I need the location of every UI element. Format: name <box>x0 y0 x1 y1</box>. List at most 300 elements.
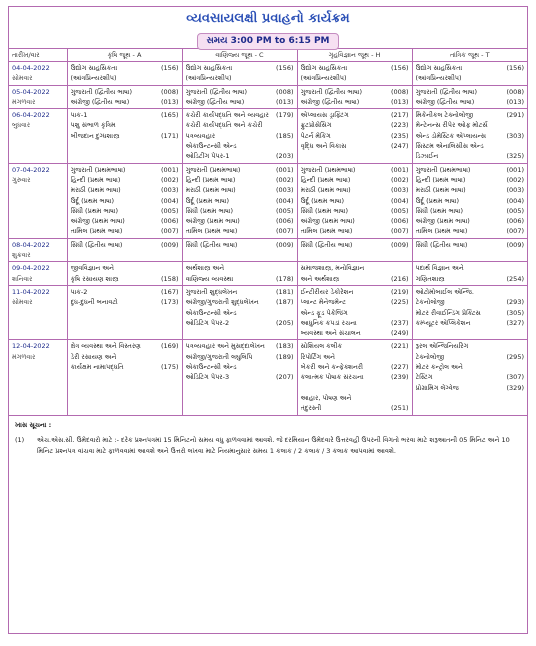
subject-line <box>416 308 525 318</box>
subject-code <box>292 362 294 372</box>
table-row <box>9 285 527 339</box>
subject-code <box>407 263 409 273</box>
subject-line <box>186 63 294 73</box>
subject-line <box>71 352 179 362</box>
date-cell <box>9 340 67 415</box>
subject-line <box>416 73 525 83</box>
subject-name: પાક-1 <box>70 111 88 120</box>
subject-name: પેટર્ન મેકિંગ <box>300 131 331 140</box>
subject-code: (167) <box>161 287 179 296</box>
subjects-cell-group-t <box>412 340 527 415</box>
time-banner <box>9 28 527 48</box>
subject-line <box>301 274 409 284</box>
subject-name: અંગ્રેજી (પ્રથમ ભાષા) <box>300 217 355 226</box>
subject-name: મરાઠી (પ્રથમ ભાષા) <box>415 186 466 195</box>
subject-code: (005) <box>161 206 179 215</box>
note-number: (1) <box>15 435 25 444</box>
subject-code: (217) <box>391 111 409 120</box>
subject-code: (003) <box>506 186 524 195</box>
subject-name: કલાત્મક પોષાક સંરચના <box>300 373 364 382</box>
subject-code: (221) <box>391 342 409 351</box>
header-group-c: વાણિજ્ય જૂથ - C <box>182 49 297 62</box>
subject-code: (008) <box>391 87 409 96</box>
table-row <box>9 238 527 262</box>
subjects-cell-group-a <box>67 238 182 262</box>
subject-line <box>416 131 525 141</box>
subjects-cell-group-h <box>297 109 412 163</box>
subject-code: (001) <box>276 165 294 174</box>
table-row <box>9 62 527 86</box>
subject-name: ટેકનોલોજી <box>415 298 445 307</box>
subject-line <box>301 73 409 83</box>
exam-date: 06-04-2022 <box>12 111 50 120</box>
subject-line <box>416 383 525 393</box>
subject-code: (005) <box>506 206 524 215</box>
schedule-table <box>9 48 527 416</box>
subject-name: આધુનિક કપડાં રચના <box>300 318 357 327</box>
subject-line <box>301 341 409 351</box>
subject-code: (205) <box>276 318 294 327</box>
subject-name: હિન્દી (પ્રથમ ભાષા) <box>415 175 466 184</box>
subject-code: (006) <box>276 217 294 226</box>
subject-code: (005) <box>391 206 409 215</box>
subject-code: (291) <box>506 111 524 120</box>
subject-line <box>416 97 525 107</box>
subject-line <box>71 87 179 97</box>
notes-title: ખાસ સૂચના : <box>15 420 52 429</box>
subject-line <box>71 110 179 120</box>
subject-line <box>416 216 525 226</box>
subjects-cell-group-a <box>67 340 182 415</box>
subject-name: અંગ્રેજી (પ્રથમ ભાષા) <box>185 217 240 226</box>
subject-code <box>407 393 409 403</box>
subject-code <box>522 263 524 273</box>
subject-code: (187) <box>276 298 294 307</box>
table-row <box>9 85 527 109</box>
subject-name: તંદુરસ્તી <box>300 404 322 413</box>
subject-name: પત્રવ્યવહાર <box>185 131 216 140</box>
subject-code: (009) <box>276 240 294 249</box>
subject-line <box>301 87 409 97</box>
date-cell <box>9 238 67 262</box>
subject-name: અર્થશાસ્ત્ર અને <box>185 264 225 273</box>
subject-line <box>71 240 179 250</box>
subject-line <box>71 297 179 307</box>
subject-code <box>522 141 524 151</box>
subject-name: બીજદાન દુગ્ધશાસ્ત્ર <box>70 131 120 140</box>
subject-line <box>71 362 179 372</box>
subject-code <box>407 352 409 362</box>
subject-code: (005) <box>276 206 294 215</box>
date-cell <box>9 62 67 86</box>
subject-code: (178) <box>276 274 294 283</box>
subject-code: (295) <box>506 352 524 361</box>
subject-line <box>416 120 525 130</box>
subjects-cell-group-a <box>67 85 182 109</box>
subject-line <box>186 97 294 107</box>
subject-name: મિકેનીકલ ટેક્નોલોજી <box>415 111 474 120</box>
subject-line <box>186 196 294 206</box>
subject-code: (173) <box>161 298 179 307</box>
subject-code: (009) <box>391 240 409 249</box>
subject-code: (156) <box>506 64 524 72</box>
subject-line <box>71 216 179 226</box>
subjects-cell-group-h <box>297 262 412 286</box>
subjects-cell-group-a <box>67 285 182 339</box>
note-item <box>15 435 521 457</box>
subject-name: ક્ષેત્ર વ્યવસ્થા અને વિસ્તરણ <box>70 342 141 351</box>
subject-line <box>71 131 179 141</box>
subject-name: પાક-2 <box>70 287 88 296</box>
subject-code: (001) <box>506 165 524 174</box>
subject-line <box>416 341 525 351</box>
subject-code: (227) <box>391 363 409 372</box>
subject-line <box>71 274 179 284</box>
subject-code: (216) <box>391 274 409 283</box>
subject-code: (329) <box>506 383 524 392</box>
subject-line <box>301 362 409 372</box>
table-row <box>9 163 527 238</box>
subjects-cell-group-t <box>412 62 527 86</box>
subject-line <box>301 165 409 175</box>
subjects-cell-group-c <box>182 109 297 163</box>
subject-line <box>416 263 525 273</box>
exam-date: 08-04-2022 <box>12 240 50 249</box>
subject-line <box>416 240 525 250</box>
subject-code <box>522 120 524 130</box>
subject-code: (003) <box>391 186 409 195</box>
subject-name: તામિલ (પ્રથમ ભાષા) <box>415 227 468 236</box>
subject-line <box>71 73 179 83</box>
subject-code: (007) <box>161 227 179 236</box>
subject-name: ડેરી રસાયણ અને <box>70 352 117 361</box>
subject-line <box>186 308 294 318</box>
subject-code: (185) <box>276 131 294 140</box>
subject-line <box>301 240 409 250</box>
date-cell <box>9 85 67 109</box>
table-row <box>9 109 527 163</box>
subject-code: (254) <box>506 274 524 283</box>
subject-name: પ્લાન્ટ મેનેજમેન્ટ <box>300 298 347 307</box>
subject-name: વૃદ્ધિ અને વિકાસ <box>300 142 347 151</box>
subject-code <box>292 308 294 318</box>
header-group-t: તાંત્રિક જૂથ - T <box>412 49 527 62</box>
subject-line <box>301 297 409 307</box>
subject-line <box>186 165 294 175</box>
subject-name: એન્ડ ફૂડ પેકેજિંગ <box>300 308 348 317</box>
subjects-cell-group-h <box>297 85 412 109</box>
subject-line <box>301 372 409 382</box>
subject-name: સોશિયલ કલીક <box>300 342 343 351</box>
subject-line <box>301 318 409 328</box>
time-badge: સમય 3:00 PM to 6:15 PM <box>197 33 338 50</box>
subject-line <box>301 206 409 216</box>
exam-date: 07-04-2022 <box>12 165 50 174</box>
subject-line <box>71 175 179 185</box>
header-date: તારીખ/વાર <box>9 49 67 62</box>
subjects-cell-group-t <box>412 163 527 238</box>
subject-line <box>186 175 294 185</box>
subject-name: કાર્યક્ષમ નામાપદ્ધતિ <box>70 363 124 372</box>
subject-code: (009) <box>161 240 179 249</box>
subject-name: ઉદ્યોગ સાહસિકતા <box>415 64 463 72</box>
subject-name: બેકરી અને કન્ફેક્શનરી <box>300 363 364 372</box>
subject-name: એકાઉન્ટન્સી એન્ડ <box>185 308 237 317</box>
subject-code: (013) <box>506 97 524 106</box>
subject-code: (001) <box>161 165 179 174</box>
subject-line <box>416 206 525 216</box>
subject-name: હિન્દી (પ્રથમ ભાષા) <box>300 175 351 184</box>
subjects-cell-group-h <box>297 62 412 86</box>
subject-name: ગુજરાતી (પ્રથમભાષા) <box>300 165 356 174</box>
subject-name: પદાર્થ વિજ્ઞાન અને <box>415 264 464 273</box>
subject-line <box>71 63 179 73</box>
subject-code: (327) <box>506 318 524 327</box>
subject-code: (006) <box>506 217 524 226</box>
subject-name: મોટર રીવાઈન્ડિંગ પ્રેક્ટિસ <box>415 308 481 317</box>
subject-code <box>407 73 409 83</box>
subject-name: બ્યવસ્થા અને સંચાલન <box>300 329 361 338</box>
subjects-cell-group-h <box>297 238 412 262</box>
subject-code: (225) <box>391 298 409 307</box>
subject-line <box>186 274 294 284</box>
subject-line <box>186 362 294 372</box>
subject-code: (239) <box>391 373 409 382</box>
subject-name: આહાર, પોષણ અને <box>300 393 352 402</box>
subject-code: (293) <box>506 298 524 307</box>
subject-code: (251) <box>391 404 409 413</box>
subject-name: અંગ્રેજી (પ્રથમ ભાષા) <box>70 217 125 226</box>
subject-code: (003) <box>276 186 294 195</box>
subject-line <box>301 131 409 141</box>
subjects-cell-group-c <box>182 340 297 415</box>
subject-name: અને અર્થશાસ્ત્ર <box>300 274 340 283</box>
subject-line <box>301 328 409 338</box>
subject-line <box>186 240 294 250</box>
subjects-cell-group-c <box>182 163 297 238</box>
subject-line <box>416 318 525 328</box>
subjects-cell-group-t <box>412 85 527 109</box>
subject-code: (156) <box>276 64 294 72</box>
subject-name: હિન્દી (પ્રથમ ભાષા) <box>185 175 236 184</box>
subject-name: ગુજરાતી (પ્રથમભાષા) <box>70 165 126 174</box>
subject-code: (003) <box>161 186 179 195</box>
subject-line <box>416 372 525 382</box>
subject-line <box>71 206 179 216</box>
subject-name: સિસ્ટમ એનાલિસીસ એન્ડ <box>415 142 484 151</box>
subject-name: ઓડિટિંગ પેપર-3 <box>185 373 230 382</box>
subject-line <box>416 87 525 97</box>
subject-line <box>186 87 294 97</box>
subject-name: એપ્લાયસ ડ્રાફ્ટિંગ <box>300 111 349 120</box>
subject-name: ઉદ્યોગ સાહસિકતા <box>185 64 233 72</box>
subject-name: ગણિતશાસ્ત્ર <box>415 274 445 283</box>
subject-name: સિંધી (દ્વિતીય ભાષા) <box>415 240 468 249</box>
subject-name: ઓડિટિંગ પેપર-2 <box>185 318 230 327</box>
subject-name: જીવવિજ્ઞાન અને <box>70 264 114 273</box>
subject-line <box>71 263 179 273</box>
subject-name: સિંધી (દ્વિતીય ભાષા) <box>70 240 123 249</box>
subject-name: તામિલ (પ્રથમ ભાષા) <box>70 227 123 236</box>
subject-code <box>522 73 524 83</box>
header-group-h: ગૃહવિજ્ઞાન જૂથ - H <box>297 49 412 62</box>
subject-code: (008) <box>506 87 524 96</box>
subject-name: ગુજરાતી (દ્વિતીય ભાષા) <box>70 87 132 96</box>
subject-name: ડિઝાઈન <box>415 152 439 161</box>
subject-code: (156) <box>161 64 179 72</box>
subject-name: સિંધી (દ્વિતીય ભાષા) <box>185 240 238 249</box>
subject-code: (007) <box>506 227 524 236</box>
subject-line <box>301 383 409 393</box>
subjects-cell-group-h <box>297 285 412 339</box>
subject-line <box>416 165 525 175</box>
subject-line <box>301 226 409 236</box>
subject-code: (325) <box>506 152 524 161</box>
subject-name: પશુ સંભાળ કૃત્રિમ <box>70 121 116 130</box>
subject-code: (307) <box>506 373 524 382</box>
table-row <box>9 262 527 286</box>
subject-line <box>186 141 294 151</box>
exam-day: ગુરુવાર <box>12 175 31 184</box>
subject-code: (249) <box>391 329 409 338</box>
exam-day: શનિવાર <box>12 274 33 283</box>
subject-name: ફ્રુટપ્રોસેસિંગ <box>300 121 332 130</box>
subject-name: ઉર્દૂ (પ્રથમ ભાષા) <box>415 196 460 205</box>
subject-code: (237) <box>391 318 409 327</box>
subject-line <box>301 63 409 73</box>
subject-code: (303) <box>506 131 524 140</box>
subject-name: ઉર્દૂ (પ્રથમ ભાષા) <box>185 196 230 205</box>
subject-line <box>301 393 409 403</box>
subject-name: અંગ્રેજી (દ્વિતીય ભાષા) <box>185 97 245 106</box>
subject-name: કચેરી કાર્યપદ્ધતિ અને વ્યવહાર <box>185 111 269 120</box>
subject-name: ઈન્ટીરીયર ડેકોરેશન <box>300 287 354 296</box>
exam-day: મંગળવાર <box>12 97 36 106</box>
subject-line <box>186 185 294 195</box>
subject-line <box>416 151 525 161</box>
subject-line <box>416 110 525 120</box>
subject-name: (આંત્રપ્રિન્યરશીપ) <box>300 74 347 83</box>
subjects-cell-group-t <box>412 238 527 262</box>
subjects-cell-group-h <box>297 340 412 415</box>
subject-code: (002) <box>391 175 409 184</box>
subject-code: (179) <box>276 111 294 120</box>
subject-name: તામિલ (પ્રથમ ભાષા) <box>185 227 238 236</box>
subjects-cell-group-h <box>297 163 412 238</box>
subject-name: એકાઉન્ટન્સી એન્ડ <box>185 142 237 151</box>
subject-line <box>416 63 525 73</box>
subject-code: (002) <box>161 175 179 184</box>
subject-code: (235) <box>391 131 409 140</box>
subject-line <box>71 165 179 175</box>
subject-line <box>301 403 409 413</box>
exam-day: શુક્રવાર <box>12 251 31 260</box>
subject-code: (223) <box>391 121 409 130</box>
subject-name: ગુજરાતી (પ્રથમભાષા) <box>415 165 471 174</box>
subject-line <box>71 226 179 236</box>
subject-name: ઉદ્યોગ સાહસિકતા <box>70 64 118 72</box>
subject-line <box>71 287 179 297</box>
subjects-cell-group-c <box>182 285 297 339</box>
subject-name: ઉદ્યોગ સાહસિકતા <box>300 64 348 72</box>
subject-name: ગુજરાતી (દ્વિતીય ભાષા) <box>185 87 247 96</box>
subject-name: મરાઠી (પ્રથમ ભાષા) <box>300 186 351 195</box>
subject-line <box>186 120 294 130</box>
subject-code: (013) <box>391 97 409 106</box>
subject-name: ઉર્દૂ (પ્રથમ ભાષા) <box>300 196 345 205</box>
subject-name: (આંત્રપ્રિન્યરશીપ) <box>185 74 232 83</box>
exam-date: 11-04-2022 <box>12 287 50 296</box>
subject-line <box>71 185 179 195</box>
subject-line <box>301 352 409 362</box>
subject-name: વાણિજ્ય વ્યવસ્થા <box>185 274 234 283</box>
subject-line <box>416 287 525 297</box>
subjects-cell-group-a <box>67 109 182 163</box>
subject-line <box>71 341 179 351</box>
date-cell <box>9 262 67 286</box>
subject-code: (004) <box>391 196 409 205</box>
subject-name: મેન્ટેનન્સ રીપેર ઓફ મોટર્સ <box>415 121 488 130</box>
subject-name: અંગ્રેજી (દ્વિતીય ભાષા) <box>70 97 130 106</box>
exam-date: 05-04-2022 <box>12 87 50 96</box>
subject-name: (આંત્રપ્રિન્યરશીપ) <box>70 74 117 83</box>
subject-name: સિંધી (પ્રથમ ભાષા) <box>70 206 119 215</box>
subject-line <box>301 97 409 107</box>
subject-line <box>301 141 409 151</box>
subject-line <box>416 141 525 151</box>
subject-name: રૂરલ એન્જિનિયરિંગ <box>415 342 469 351</box>
subject-name: ઓડિટીંગ પેપર-1 <box>185 152 230 161</box>
subject-code <box>292 120 294 130</box>
subject-name: અંગ્રેજી/ગુજરાતી શુદ્ધલેખન <box>185 298 259 307</box>
table-row <box>9 340 527 415</box>
subject-line <box>416 196 525 206</box>
subject-code: (008) <box>276 87 294 96</box>
subject-line <box>186 318 294 328</box>
subject-code: (009) <box>506 240 524 249</box>
subject-code: (169) <box>161 342 179 351</box>
subject-name: પત્રવ્યવહાર અને મુસદ્દાલેખન <box>185 342 265 351</box>
subject-line <box>301 196 409 206</box>
schedule-page <box>8 6 528 634</box>
subject-code: (004) <box>506 196 524 205</box>
subject-code <box>522 362 524 372</box>
subject-code: (207) <box>276 373 294 382</box>
subject-name: મોટર કન્ટ્રોલ અને <box>415 363 463 372</box>
subject-name: એકાઉન્ટન્સી એન્ડ <box>185 363 237 372</box>
subject-code: (305) <box>506 308 524 317</box>
subject-code <box>292 263 294 273</box>
subjects-cell-group-t <box>412 262 527 286</box>
note-text: એચ.એસ.સી. ઉમેદવારો માટે :- દરેક પ્રશ્નપત્રમાં 15 મિનિટનો સમય વધુ ફાળવવામાં આવશે. જે દરમિયાન ઉમેદવારે ઉત્તરવહી ઉપરની વિગતો ભરવા માટે શરૂઆતની 05 મિનિટ અને 10 મિનિટ પ્રશ્નપત્ર વાંચવા માટે ફાળવવામાં આવશે અને ઉત્તરો લખવા માટે નિયમાનુસાર સમય 1 કલાક / 2 કલાક / 3 કલાક આપવામાં આવશે. <box>37 435 510 455</box>
subject-line <box>301 185 409 195</box>
date-cell <box>9 163 67 238</box>
subject-line <box>186 341 294 351</box>
subject-name: કમ્પ્યૂટર એપ્લિકેશન <box>415 318 471 327</box>
exam-date: 09-04-2022 <box>12 264 50 273</box>
table-header-row <box>9 49 527 62</box>
subject-line <box>186 372 294 382</box>
exam-day: બુધવાર <box>12 121 31 130</box>
subject-code <box>407 308 409 318</box>
subjects-cell-group-c <box>182 62 297 86</box>
subject-code <box>292 73 294 83</box>
exam-date: 12-04-2022 <box>12 342 50 351</box>
notes-section <box>9 416 527 461</box>
subject-line <box>186 206 294 216</box>
subject-name: કચેરી કાર્યપદ્ધતિ અને કચેરી <box>185 121 263 130</box>
subject-name: ગુજરાતી (દ્વિતીય ભાષા) <box>415 87 477 96</box>
